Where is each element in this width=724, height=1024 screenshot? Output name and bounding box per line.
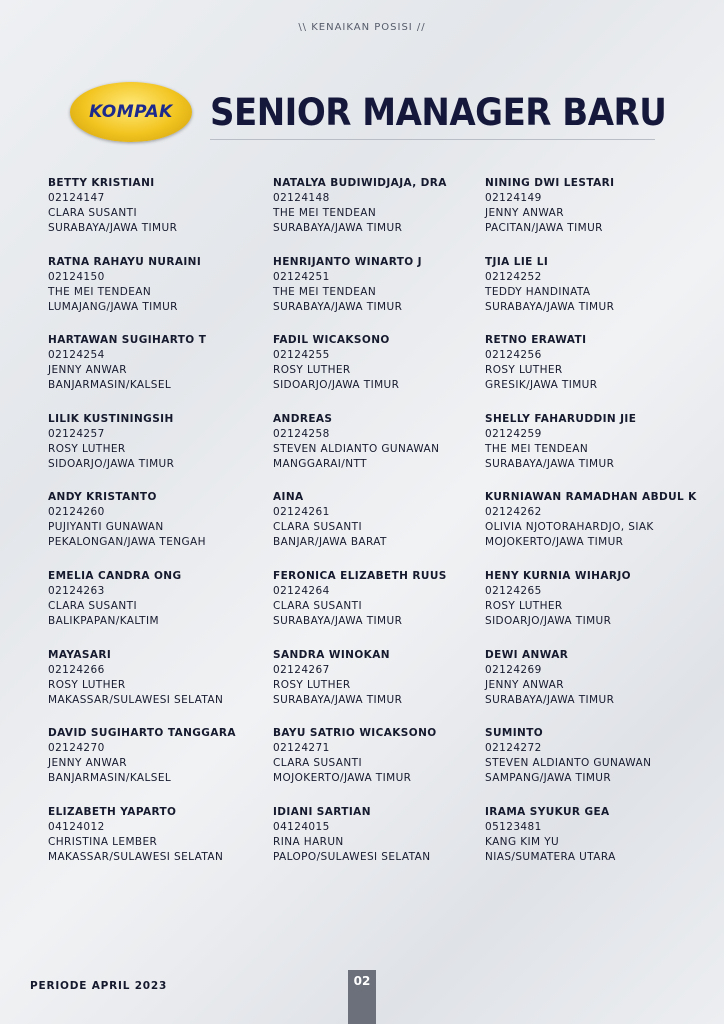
upline-name: CLARA SUSANTI (48, 599, 137, 612)
member-id: 02124262 (485, 506, 542, 519)
member-id: 05123481 (485, 820, 542, 833)
member-id: 02124270 (48, 742, 105, 755)
member-id: 02124256 (485, 349, 542, 362)
title-divider (210, 139, 655, 140)
upline-name: TEDDY HANDINATA (485, 285, 591, 298)
upline-name: RINA HARUN (273, 835, 344, 848)
member-id: 02124149 (485, 192, 542, 204)
member-name: IRAMA SYUKUR GEA (485, 805, 610, 818)
member-entry (485, 255, 698, 334)
member-city: GRESIK/JAWA TIMUR (485, 379, 598, 392)
member-entry (48, 412, 273, 491)
upline-name: JENNY ANWAR (485, 207, 564, 219)
member-entry (48, 490, 273, 569)
member-city: MOJOKERTO/JAWA TIMUR (273, 772, 412, 785)
member-name: KURNIAWAN RAMADHAN ABDUL K (485, 491, 697, 504)
upline-name: KANG KIM YU (485, 835, 560, 848)
kompak-logo (70, 82, 192, 142)
member-city: SURABAYA/JAWA TIMUR (485, 693, 615, 706)
member-entry (273, 176, 485, 255)
member-entry (48, 176, 273, 255)
upline-name: STEVEN ALDIANTO GUNAWAN (273, 442, 440, 455)
promotion-list (48, 176, 698, 883)
member-name: DEWI ANWAR (485, 648, 569, 661)
member-name: ANDREAS (273, 412, 333, 425)
upline-name: ROSY LUTHER (273, 364, 351, 377)
member-city: SIDOARJO/JAWA TIMUR (48, 457, 175, 470)
member-id: 02124150 (48, 270, 105, 283)
upline-name: CLARA SUSANTI (273, 599, 362, 612)
member-entry (48, 805, 273, 884)
member-entry (273, 490, 485, 569)
member-id: 02124267 (273, 663, 330, 676)
member-id: 02124258 (273, 427, 330, 440)
member-entry (485, 648, 698, 727)
member-name: NATALYA BUDIWIDJAJA, DRA (273, 177, 447, 189)
member-id: 02124148 (273, 192, 330, 204)
upline-name: OLIVIA NJOTORAHARDJO, SIAK (485, 521, 654, 534)
member-entry (485, 569, 698, 648)
member-entry (273, 648, 485, 727)
member-entry (485, 490, 698, 569)
member-name: SANDRA WINOKAN (273, 648, 390, 661)
member-city: SURABAYA/JAWA TIMUR (48, 222, 178, 234)
member-name: SUMINTO (485, 727, 544, 740)
member-name: AINA (273, 491, 304, 504)
member-city: PALOPO/SULAWESI SELATAN (273, 850, 431, 863)
period-label: PERIODE APRIL 2023 (30, 980, 168, 992)
upline-name: ROSY LUTHER (485, 364, 563, 377)
member-city: SAMPANG/JAWA TIMUR (485, 772, 612, 785)
member-entry (48, 333, 273, 412)
member-city: PEKALONGAN/JAWA TENGAH (48, 536, 206, 549)
member-entry (485, 412, 698, 491)
upline-name: ROSY LUTHER (48, 442, 126, 455)
member-name: HENRIJANTO WINARTO J (273, 255, 422, 268)
upline-name: THE MEI TENDEAN (273, 207, 377, 219)
member-name: FADIL WICAKSONO (273, 334, 390, 347)
member-id: 02124251 (273, 270, 330, 283)
member-entry (48, 726, 273, 805)
member-city: SURABAYA/JAWA TIMUR (273, 693, 403, 706)
member-city: SURABAYA/JAWA TIMUR (485, 457, 615, 470)
member-id: 04124015 (273, 820, 330, 833)
member-id: 02124147 (48, 192, 105, 204)
member-city: SIDOARJO/JAWA TIMUR (273, 379, 400, 392)
member-name: EMELIA CANDRA ONG (48, 569, 182, 582)
member-name: TJIA LIE LI (485, 255, 549, 268)
member-id: 02124263 (48, 584, 105, 597)
member-entry (273, 569, 485, 648)
logo-text: KOMPAK (89, 102, 173, 122)
member-id: 02124260 (48, 506, 105, 519)
upline-name: THE MEI TENDEAN (273, 285, 377, 298)
page-title: SENIOR MANAGER BARU (210, 91, 667, 135)
member-id: 04124012 (48, 820, 105, 833)
member-city: NIAS/SUMATERA UTARA (485, 850, 616, 863)
upline-name: JENNY ANWAR (485, 678, 564, 691)
member-name: HARTAWAN SUGIHARTO T (48, 334, 207, 347)
member-name: ELIZABETH YAPARTO (48, 805, 177, 818)
upline-name: CLARA SUSANTI (273, 757, 362, 770)
member-name: SHELLY FAHARUDDIN JIE (485, 412, 637, 425)
member-name: RETNO ERAWATI (485, 334, 587, 347)
member-entry (48, 648, 273, 727)
page-number: 02 (353, 974, 371, 988)
member-id: 02124272 (485, 742, 542, 755)
member-city: MOJOKERTO/JAWA TIMUR (485, 536, 624, 549)
member-name: MAYASARI (48, 648, 112, 661)
member-entry (273, 333, 485, 412)
upline-name: JENNY ANWAR (48, 757, 127, 770)
member-city: SURABAYA/JAWA TIMUR (273, 300, 403, 313)
member-city: MAKASSAR/SULAWESI SELATAN (48, 693, 224, 706)
member-entry (485, 726, 698, 805)
member-name: LILIK KUSTININGSIH (48, 412, 174, 425)
member-city: LUMAJANG/JAWA TIMUR (48, 300, 178, 313)
member-entry (273, 726, 485, 805)
member-city: BANJARMASIN/KALSEL (48, 379, 172, 392)
member-name: DAVID SUGIHARTO TANGGARA (48, 727, 236, 740)
member-id: 02124255 (273, 349, 330, 362)
upline-name: THE MEI TENDEAN (48, 285, 152, 298)
member-id: 02124271 (273, 742, 330, 755)
member-entry (273, 805, 485, 884)
member-id: 02124259 (485, 427, 542, 440)
member-name: BETTY KRISTIANI (48, 177, 155, 189)
section-header: \\ KENAIKAN POSISI // (298, 22, 426, 33)
member-city: PACITAN/JAWA TIMUR (485, 222, 603, 234)
member-id: 02124264 (273, 584, 330, 597)
upline-name: ROSY LUTHER (48, 678, 126, 691)
member-entry (485, 805, 698, 884)
member-name: HENY KURNIA WIHARJO (485, 569, 631, 582)
member-id: 02124261 (273, 506, 330, 519)
member-entry (48, 255, 273, 334)
member-city: SURABAYA/JAWA TIMUR (273, 614, 403, 627)
member-entry (485, 333, 698, 412)
member-name: NINING DWI LESTARI (485, 177, 615, 189)
member-id: 02124269 (485, 663, 542, 676)
member-entry (48, 569, 273, 648)
member-id: 02124265 (485, 584, 542, 597)
member-city: BALIKPAPAN/KALTIM (48, 614, 159, 627)
member-entry (485, 176, 698, 255)
member-city: SURABAYA/JAWA TIMUR (273, 222, 403, 234)
member-entry (273, 412, 485, 491)
member-city: MANGGARAI/NTT (273, 457, 367, 470)
member-city: BANJARMASIN/KALSEL (48, 772, 172, 785)
member-name: ANDY KRISTANTO (48, 491, 157, 504)
upline-name: CHRISTINA LEMBER (48, 835, 158, 848)
upline-name: THE MEI TENDEAN (485, 442, 589, 455)
member-id: 02124254 (48, 349, 105, 362)
member-name: IDIANI SARTIAN (273, 805, 371, 818)
upline-name: PUJIYANTI GUNAWAN (48, 521, 164, 534)
member-entry (273, 255, 485, 334)
member-city: SURABAYA/JAWA TIMUR (485, 300, 615, 313)
upline-name: ROSY LUTHER (273, 678, 351, 691)
member-name: FERONICA ELIZABETH RUUS (273, 569, 447, 582)
member-city: SIDOARJO/JAWA TIMUR (485, 614, 612, 627)
member-name: RATNA RAHAYU NURAINI (48, 255, 202, 268)
member-name: BAYU SATRIO WICAKSONO (273, 727, 437, 740)
member-id: 02124257 (48, 427, 105, 440)
upline-name: CLARA SUSANTI (273, 521, 362, 534)
upline-name: CLARA SUSANTI (48, 207, 137, 219)
member-city: BANJAR/JAWA BARAT (273, 536, 387, 549)
upline-name: ROSY LUTHER (485, 599, 563, 612)
member-city: MAKASSAR/SULAWESI SELATAN (48, 850, 224, 863)
member-id: 02124266 (48, 663, 105, 676)
upline-name: STEVEN ALDIANTO GUNAWAN (485, 757, 652, 770)
upline-name: JENNY ANWAR (48, 364, 127, 377)
member-id: 02124252 (485, 270, 542, 283)
